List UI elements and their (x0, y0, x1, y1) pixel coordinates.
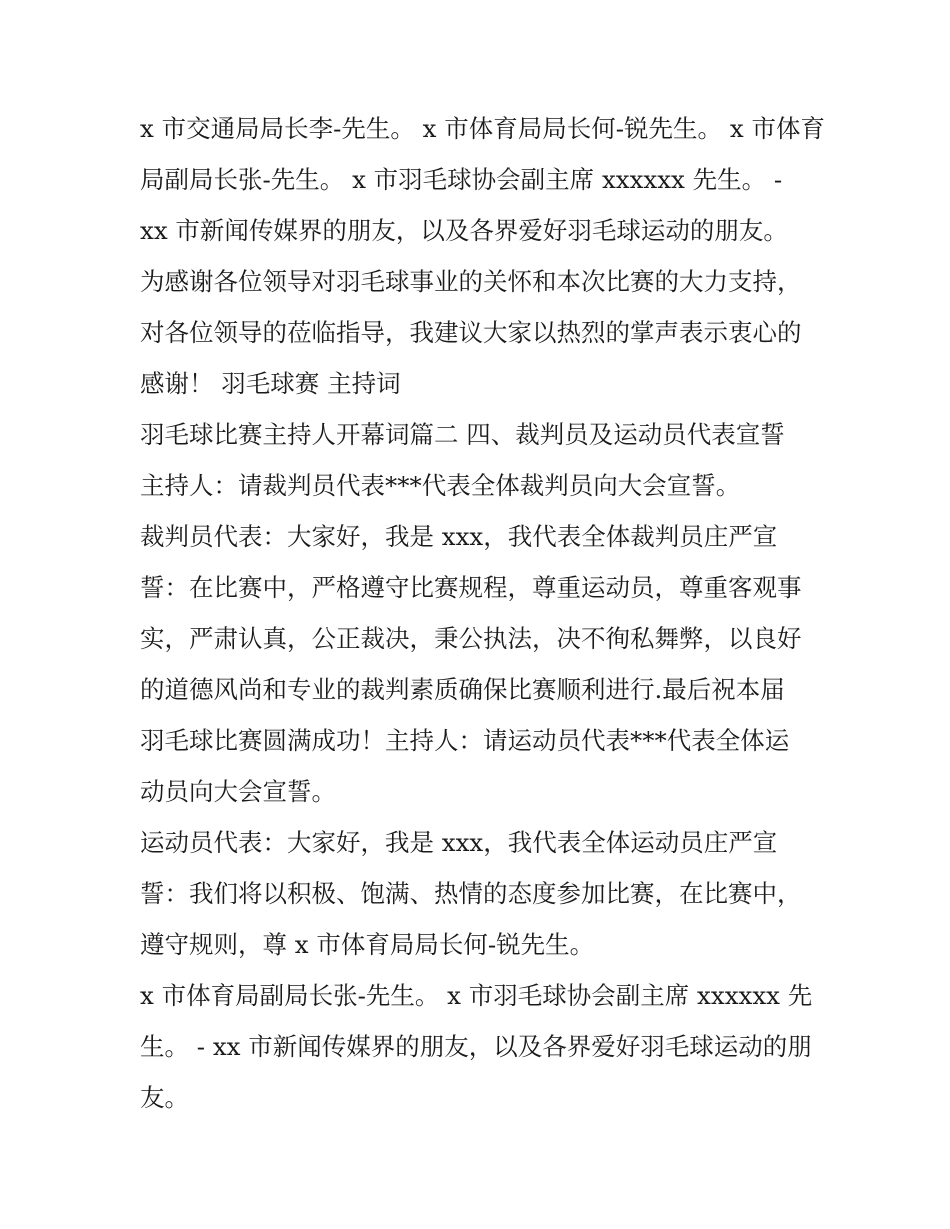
text-line-1: x 市交通局局长李-先生。 x 市体育局局长何-锐先生。 x 市体育 (140, 114, 825, 143)
text-line-14: 动员向大会宣誓。 (140, 777, 336, 806)
text-line-2: 局副局长张-先生。 x 市羽毛球协会副主席 xxxxxx 先生。 - (140, 165, 783, 194)
text-line-18: x 市体育局副局长张-先生。 x 市羽毛球协会副主席 xxxxxx 先 (140, 981, 813, 1010)
text-line-6: 感谢！ 羽毛球赛 主持词 (140, 369, 401, 398)
text-line-9: 裁判员代表：大家好，我是 xxx，我代表全体裁判员庄严宣 (140, 522, 778, 551)
text-line-5: 对各位领导的莅临指导，我建议大家以热烈的掌声表示衷心的 (140, 318, 802, 347)
text-line-7: 羽毛球比赛主持人开幕词篇二 四、裁判员及运动员代表宣誓 (140, 420, 785, 449)
text-line-11: 实，严肃认真，公正裁决，秉公执法，决不徇私舞弊，以良好 (140, 624, 802, 653)
document-body (140, 103, 830, 1123)
text-line-15: 运动员代表：大家好，我是 xxx，我代表全体运动员庄严宣 (140, 828, 778, 857)
text-line-3: xx 市新闻传媒界的朋友，以及各界爱好羽毛球运动的朋友。 (140, 216, 788, 245)
text-line-12: 的道德风尚和专业的裁判素质确保比赛顺利进行.最后祝本届 (140, 675, 785, 704)
text-line-10: 誓：在比赛中，严格遵守比赛规程，尊重运动员，尊重客观事 (140, 573, 802, 602)
text-line-17: 遵守规则，尊 x 市体育局局长何-锐先生。 (140, 930, 595, 959)
text-line-20: 友。 (140, 1083, 189, 1112)
text-line-4: 为感谢各位领导对羽毛球事业的关怀和本次比赛的大力支持， (140, 267, 802, 296)
text-line-13: 羽毛球比赛圆满成功！主持人：请运动员代表***代表全体运 (140, 726, 790, 755)
text-line-16: 誓：我们将以积极、饱满、热情的态度参加比赛，在比赛中， (140, 879, 802, 908)
text-line-8: 主持人：请裁判员代表***代表全体裁判员向大会宣誓。 (140, 471, 741, 500)
text-line-19: 生。 - xx 市新闻传媒界的朋友，以及各界爱好羽毛球运动的朋 (140, 1032, 812, 1061)
